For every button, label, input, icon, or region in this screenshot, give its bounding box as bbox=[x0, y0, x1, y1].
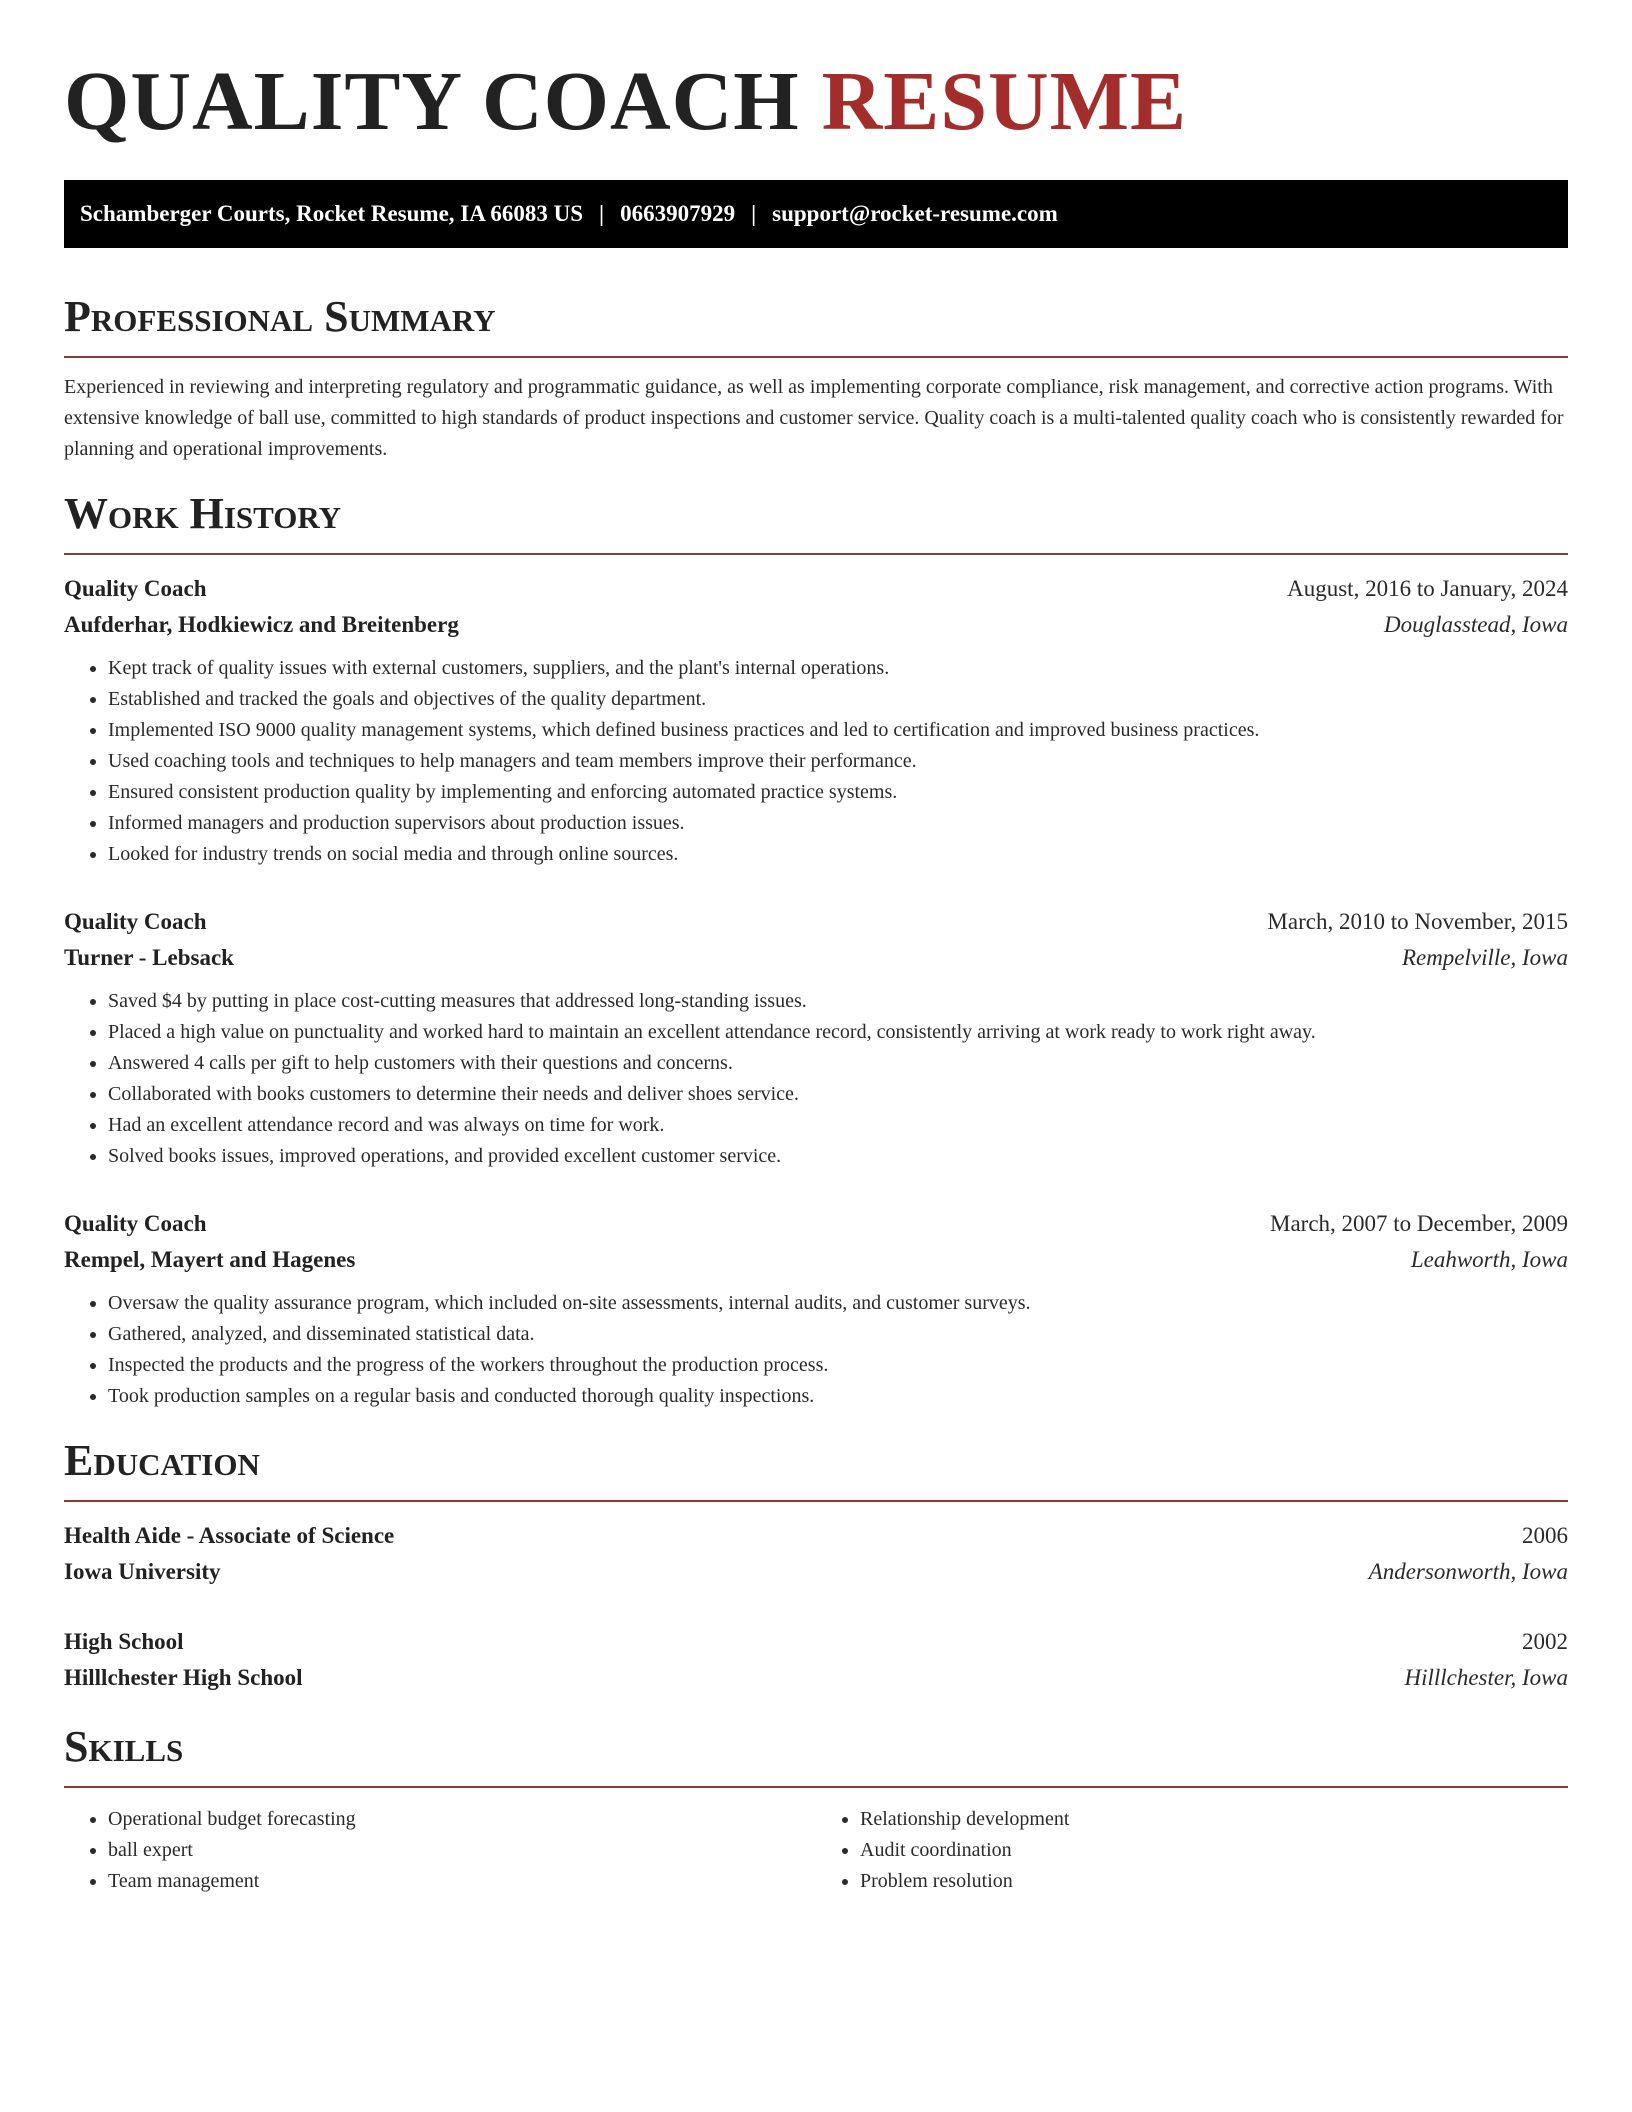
section-heading-skills: Skills bbox=[64, 1722, 184, 1771]
education-degree: High School bbox=[64, 1629, 184, 1654]
job-bullets bbox=[64, 986, 1568, 1172]
education-degree: Health Aide - Associate of Science bbox=[64, 1523, 395, 1548]
job-header-row bbox=[64, 571, 1568, 607]
section-divider bbox=[64, 1786, 1568, 1788]
skill-item: • Relationship development bbox=[860, 1804, 1568, 1835]
education-school-row bbox=[64, 1554, 1568, 1590]
education-year: 2002 bbox=[1522, 1629, 1568, 1654]
skills-list-right bbox=[816, 1804, 1568, 1897]
education-entry bbox=[64, 1624, 1568, 1696]
job-bullet: • Kept track of quality issues with external customers, suppliers, and the plant's internal operations. bbox=[108, 653, 1568, 684]
job-bullet: • Had an excellent attendance record and was always on time for work. bbox=[108, 1110, 1568, 1141]
work-history-section bbox=[64, 489, 1568, 1412]
job-bullet: • Placed a high value on punctuality and worked hard to maintain an excellent attendance record, consistently arriving at work ready to work right away. bbox=[108, 1017, 1568, 1048]
job-dates: March, 2010 to November, 2015 bbox=[1267, 909, 1568, 934]
section-divider bbox=[64, 553, 1568, 555]
section-heading-education: Education bbox=[64, 1436, 260, 1485]
job-dates: August, 2016 to January, 2024 bbox=[1287, 576, 1568, 601]
education-entry bbox=[64, 1518, 1568, 1590]
job-title: Quality Coach bbox=[64, 576, 207, 601]
education-school-row bbox=[64, 1660, 1568, 1696]
education-year: 2006 bbox=[1522, 1523, 1568, 1548]
contact-bar bbox=[64, 180, 1568, 248]
job-title: Quality Coach bbox=[64, 909, 207, 934]
title-main: QUALITY COACH bbox=[64, 55, 800, 148]
section-divider bbox=[64, 356, 1568, 358]
job-company: Aufderhar, Hodkiewicz and Breitenberg bbox=[64, 612, 459, 637]
job-company-row bbox=[64, 607, 1568, 643]
job-bullet: • Solved books issues, improved operations, and provided excellent customer service. bbox=[108, 1141, 1568, 1172]
skill-item: • Operational budget forecasting bbox=[108, 1804, 816, 1835]
job-location: Douglasstead, Iowa bbox=[1384, 612, 1568, 637]
job-location: Rempelville, Iowa bbox=[1401, 945, 1568, 970]
section-heading-work-history: Work History bbox=[64, 489, 342, 538]
education-header-row bbox=[64, 1624, 1568, 1660]
education-location: Hilllchester, Iowa bbox=[1404, 1665, 1568, 1690]
job-title: Quality Coach bbox=[64, 1211, 207, 1236]
summary-text: Experienced in reviewing and interpreting regulatory and programmatic guidance, as well as implementing corporate compliance, risk management, and corrective action programs. With extensive knowledge of ball use, committed to high standards of product inspections and customer service. Quality coach is a multi-talented quality coach who is consistently rewarded for planning and operational improvements. bbox=[64, 376, 1564, 460]
job-bullet: • Looked for industry trends on social media and through online sources. bbox=[108, 839, 1568, 870]
job-bullet: • Saved $4 by putting in place cost-cutting measures that addressed long-standing issues. bbox=[108, 986, 1568, 1017]
skill-item: • ball expert bbox=[108, 1835, 816, 1866]
contact-email[interactable]: support@rocket-resume.com bbox=[772, 201, 1058, 226]
job-bullet: • Ensured consistent production quality by implementing and enforcing automated practice systems. bbox=[108, 777, 1568, 808]
job-dates: March, 2007 to December, 2009 bbox=[1270, 1211, 1568, 1236]
job-bullets bbox=[64, 653, 1568, 870]
skill-item: • Problem resolution bbox=[860, 1866, 1568, 1897]
job-entry bbox=[64, 904, 1568, 1172]
job-company-row bbox=[64, 940, 1568, 976]
job-bullets bbox=[64, 1288, 1568, 1412]
education-section bbox=[64, 1436, 1568, 1696]
skills-columns bbox=[64, 1804, 1568, 1897]
skills-section bbox=[64, 1722, 1568, 1897]
job-bullet: • Collaborated with books customers to determine their needs and deliver shoes service. bbox=[108, 1079, 1568, 1110]
resume-title bbox=[64, 0, 1568, 148]
job-company: Turner - Lebsack bbox=[64, 945, 234, 970]
job-header-row bbox=[64, 1206, 1568, 1242]
skills-list-left bbox=[64, 1804, 816, 1897]
job-company-row bbox=[64, 1242, 1568, 1278]
job-company: Rempel, Mayert and Hagenes bbox=[64, 1247, 356, 1272]
summary-section bbox=[64, 292, 1568, 465]
job-location: Leahworth, Iowa bbox=[1410, 1247, 1568, 1272]
education-school: Iowa University bbox=[64, 1559, 221, 1584]
job-bullet: • Inspected the products and the progress of the workers throughout the production process. bbox=[108, 1350, 1568, 1381]
job-entry bbox=[64, 1206, 1568, 1412]
job-header-row bbox=[64, 904, 1568, 940]
contact-phone: 0663907929 bbox=[620, 201, 736, 226]
job-bullet: • Implemented ISO 9000 quality management systems, which defined business practices and led to certification and improved business practices. bbox=[108, 715, 1568, 746]
section-heading-summary: Professional Summary bbox=[64, 292, 496, 341]
skill-item: • Audit coordination bbox=[860, 1835, 1568, 1866]
section-divider bbox=[64, 1500, 1568, 1502]
education-header-row bbox=[64, 1518, 1568, 1554]
contact-address: Schamberger Courts, Rocket Resume, IA 66083 US bbox=[80, 201, 583, 226]
contact-separator: | bbox=[598, 201, 605, 226]
job-bullet: • Gathered, analyzed, and disseminated statistical data. bbox=[108, 1319, 1568, 1350]
job-bullet: • Oversaw the quality assurance program, which included on-site assessments, internal audits, and customer surveys. bbox=[108, 1288, 1568, 1319]
job-bullet: • Informed managers and production supervisors about production issues. bbox=[108, 808, 1568, 839]
job-entry bbox=[64, 571, 1568, 870]
education-location: Andersonworth, Iowa bbox=[1368, 1559, 1568, 1584]
job-bullet: • Used coaching tools and techniques to help managers and team members improve their performance. bbox=[108, 746, 1568, 777]
job-bullet: • Answered 4 calls per gift to help customers with their questions and concerns. bbox=[108, 1048, 1568, 1079]
education-school: Hilllchester High School bbox=[64, 1665, 303, 1690]
title-accent: RESUME bbox=[821, 55, 1188, 148]
job-bullet: • Established and tracked the goals and objectives of the quality department. bbox=[108, 684, 1568, 715]
skill-item: • Team management bbox=[108, 1866, 816, 1897]
job-bullet: • Took production samples on a regular basis and conducted thorough quality inspections. bbox=[108, 1381, 1568, 1412]
contact-separator: | bbox=[751, 201, 757, 226]
